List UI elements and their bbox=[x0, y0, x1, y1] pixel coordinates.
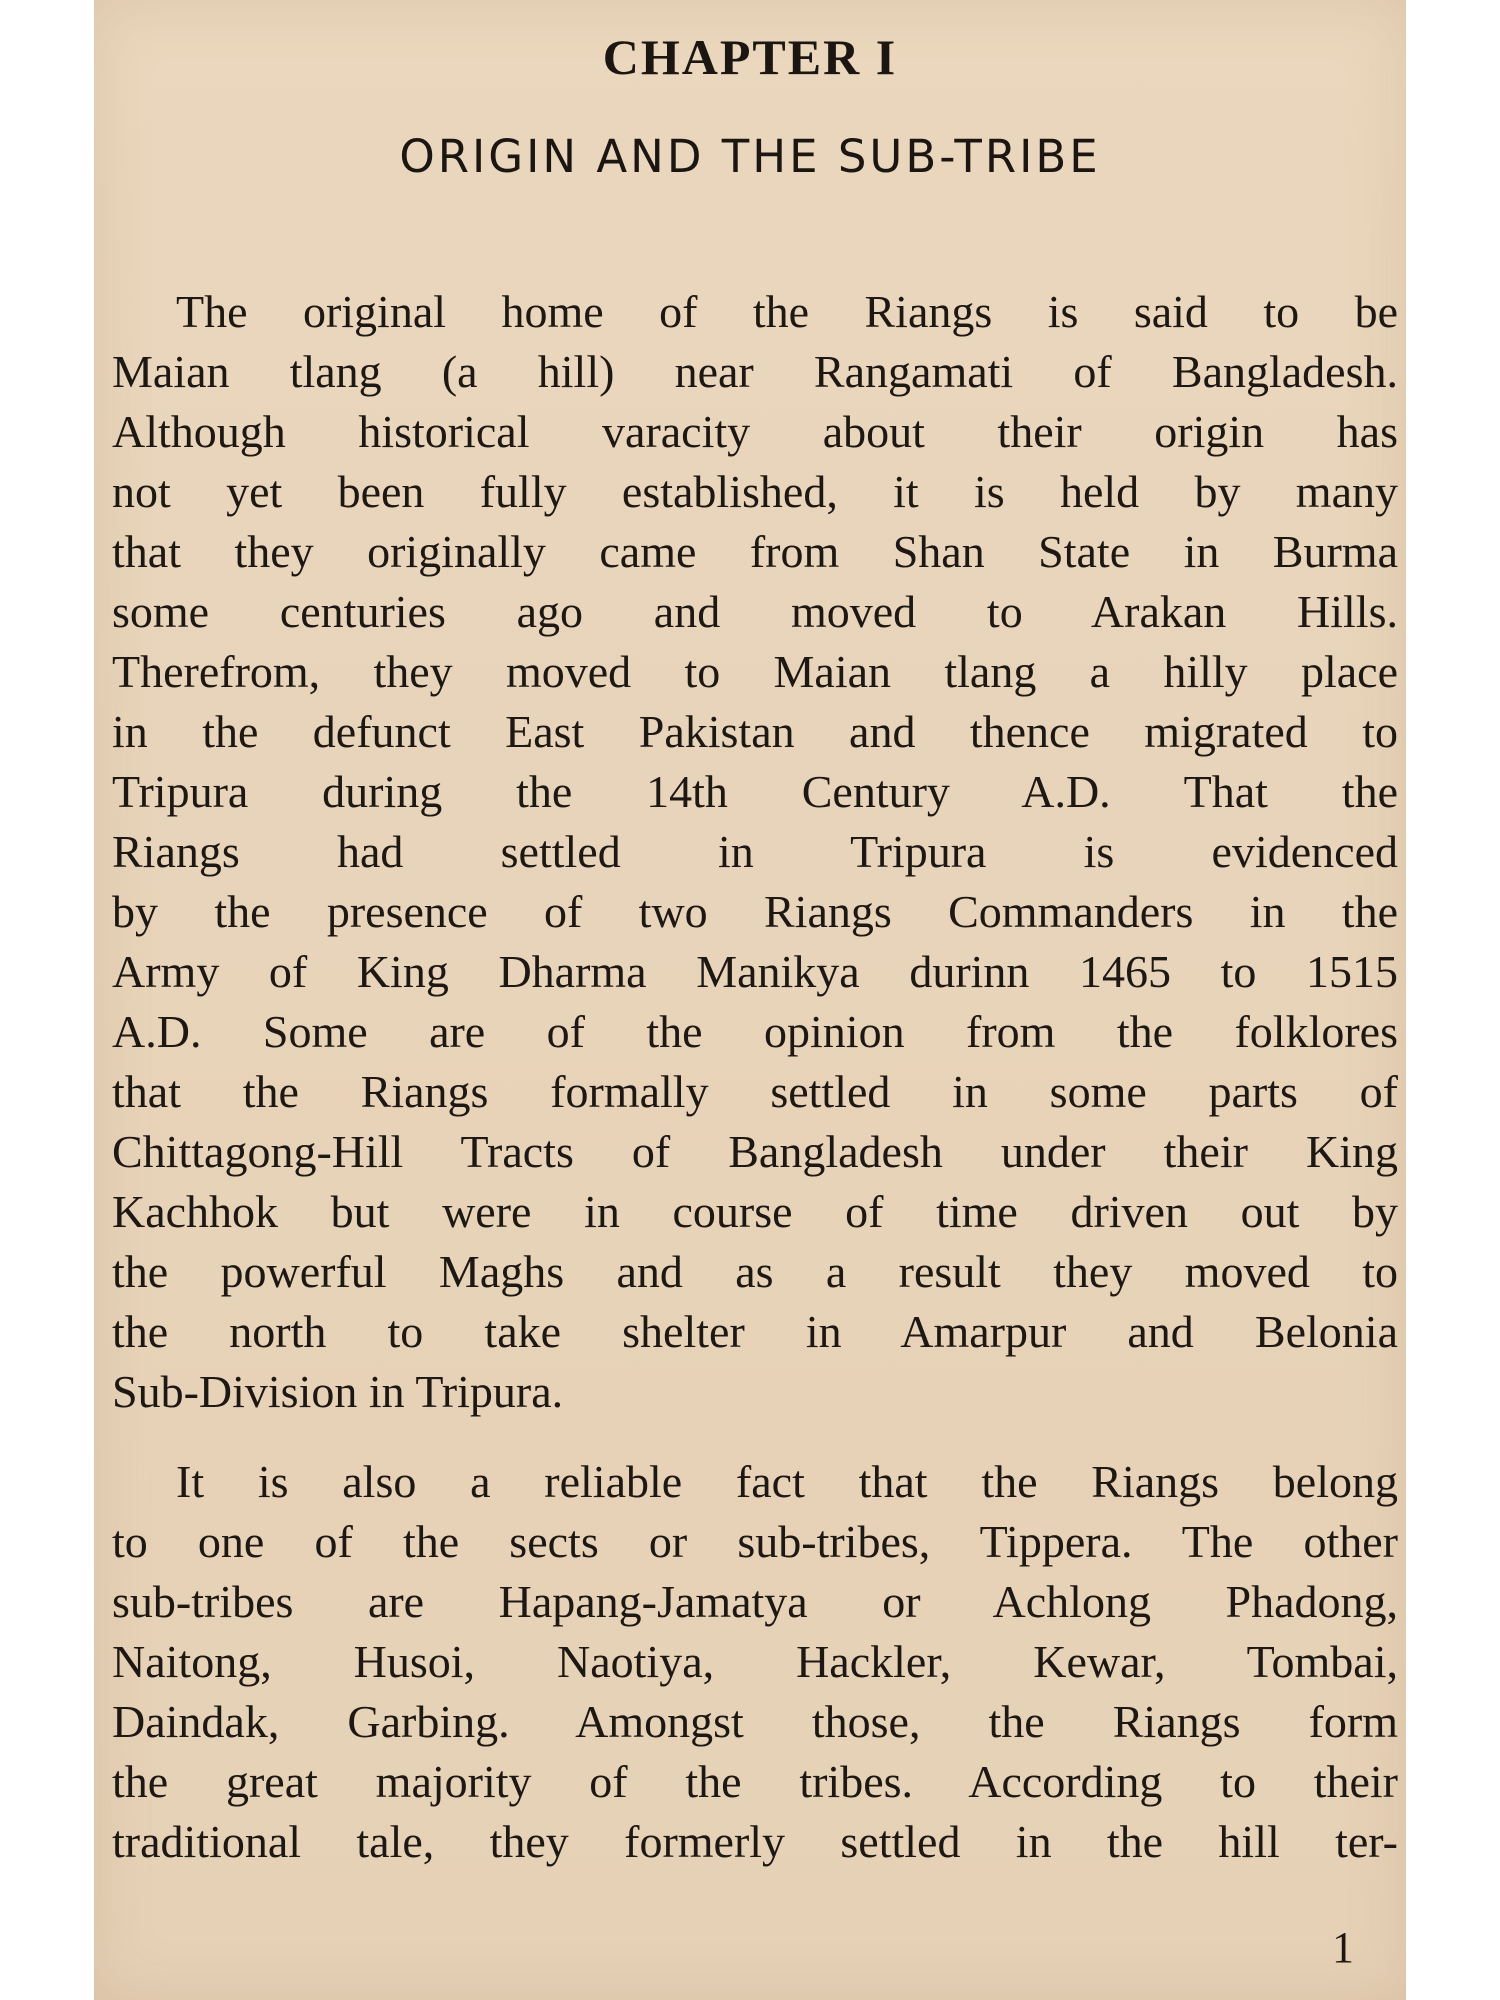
text-line: Army of King Dharma Manikya durinn 1465 to 1515 bbox=[112, 946, 1398, 997]
text-line: Sub-Division in Tripura. bbox=[112, 1366, 564, 1417]
text-line: that they originally came from Shan State in Burma bbox=[112, 526, 1398, 577]
text-line: Kachhok but were in course of time driven out by bbox=[112, 1186, 1398, 1237]
chapter-heading: CHAPTER I bbox=[602, 29, 898, 85]
text-line: sub-tribes are Hapang-Jamatya or Achlong Phadong, bbox=[112, 1576, 1398, 1627]
page-number: 1 bbox=[1332, 1923, 1354, 1972]
text-line: in the defunct East Pakistan and thence migrated to bbox=[112, 706, 1398, 757]
text-line: Daindak, Garbing. Amongst those, the Riangs form bbox=[112, 1696, 1398, 1747]
text-line: Although historical varacity about their origin has bbox=[112, 406, 1398, 457]
text-line: It is also a reliable fact that the Riangs belong bbox=[176, 1456, 1398, 1507]
paragraph-2 bbox=[112, 1452, 1398, 1872]
text-line: some centuries ago and moved to Arakan Hills. bbox=[112, 586, 1398, 637]
book-page bbox=[94, 0, 1406, 2000]
text-line: the powerful Maghs and as a result they moved to bbox=[112, 1246, 1398, 1297]
text-line: Tripura during the 14th Century A.D. That the bbox=[112, 766, 1398, 817]
text-line: A.D. Some are of the opinion from the folklores bbox=[112, 1006, 1398, 1057]
text-line: Therefrom, they moved to Maian tlang a hilly place bbox=[112, 646, 1398, 697]
text-line: Maian tlang (a hill) near Rangamati of Bangladesh. bbox=[112, 346, 1398, 397]
text-line: by the presence of two Riangs Commanders in the bbox=[112, 886, 1398, 937]
text-line: the north to take shelter in Amarpur and Belonia bbox=[112, 1306, 1398, 1357]
paragraph-1 bbox=[112, 282, 1398, 1422]
text-line: the great majority of the tribes. According to their bbox=[112, 1756, 1398, 1807]
chapter-title: ORIGIN AND THE SUB-TRIBE bbox=[399, 130, 1101, 183]
text-line: Riangs had settled in Tripura is evidenced bbox=[112, 826, 1398, 877]
text-line: that the Riangs formally settled in some parts of bbox=[112, 1066, 1398, 1117]
text-line: Naitong, Husoi, Naotiya, Hackler, Kewar, Tombai, bbox=[112, 1636, 1398, 1687]
text-line: traditional tale, they formerly settled in the hill ter- bbox=[112, 1816, 1398, 1867]
text-line: Chittagong-Hill Tracts of Bangladesh under their King bbox=[112, 1126, 1398, 1177]
text-line: to one of the sects or sub-tribes, Tippera. The other bbox=[112, 1516, 1398, 1567]
text-line: The original home of the Riangs is said to be bbox=[176, 286, 1398, 337]
text-line: not yet been fully established, it is held by many bbox=[112, 466, 1398, 517]
